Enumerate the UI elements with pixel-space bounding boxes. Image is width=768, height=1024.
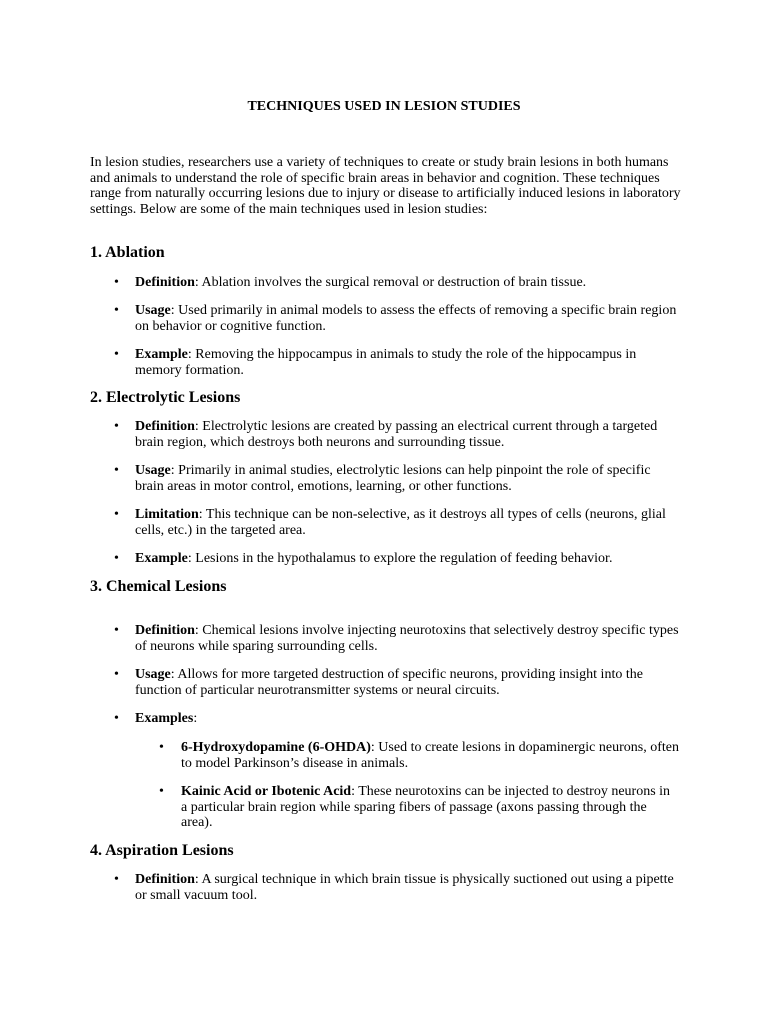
item-term: Definition [135,275,195,290]
item-text: : Electrolytic lesions are created by passing an electrical current through a targeted brain region, which destroys both neurons and surrounding tissue. [135,419,658,450]
item-term: Definition [135,419,195,434]
bullet-icon: • [114,667,119,682]
item-text: : Removing the hippocampus in animals to study the role of the hippocampus in memory formation. [135,347,637,378]
bullet-icon: • [114,872,119,887]
item-text: : Ablation involves the surgical removal or destruction of brain tissue. [194,275,587,290]
bullet-icon: • [114,419,119,434]
item-term: Definition [135,623,195,638]
item-term: Example [135,347,188,362]
item-term: Kainic Acid or Ibotenic Acid [181,784,352,799]
item-term: Usage [135,303,171,318]
bullet-icon: • [114,303,119,318]
bullet-icon: • [114,551,119,566]
bullet-icon: • [114,507,119,522]
item-text: : A surgical technique in which brain tissue is physically suctioned out using a pipette or small vacuum tool. [135,872,674,903]
section-heading-electrolytic-lesions: 2. Electrolytic Lesions [90,389,241,406]
intro-paragraph: In lesion studies, researchers use a variety of techniques to create or study brain lesions in both humans and animals to understand the role of specific brain areas in behavior and cognition. These techniques range from naturally occurring lesions due to injury or disease to artificially induced lesions in laboratory settings. Below are some of the main techniques used in lesion studies: [90,155,681,217]
document-title: TECHNIQUES USED IN LESION STUDIES [247,99,521,114]
section-heading-chemical-lesions: 3. Chemical Lesions [90,578,227,595]
item-term: Usage [135,463,171,478]
item-term: Example [135,551,188,566]
section-heading-ablation: 1. Ablation [90,244,165,261]
item-term: Examples [135,711,194,726]
bullet-icon: • [114,463,119,478]
item-text: : [193,711,198,726]
bullet-icon: • [159,784,164,799]
item-text: : Used primarily in animal models to assess the effects of removing a specific brain region on behavior or cognitive function. [135,303,677,334]
item-text: : This technique can be non-selective, as it destroys all types of cells (neurons, glial cells, etc.) in the targeted area. [135,507,666,538]
section-heading-aspiration-lesions: 4. Aspiration Lesions [90,842,234,859]
item-text: : Primarily in animal studies, electrolytic lesions can help pinpoint the role of specific brain areas in motor control, emotions, learning, or other functions. [135,463,651,494]
bullet-icon: • [114,275,119,290]
bullet-icon: • [114,347,119,362]
item-term: Usage [135,667,171,682]
item-term: Definition [135,872,195,887]
item-text: : Chemical lesions involve injecting neurotoxins that selectively destroy specific types of neurons while sparing surrounding cells. [135,623,679,654]
bullet-icon: • [114,711,119,726]
item-text: : These neurotoxins can be injected to destroy neurons in a particular brain region while sparing fibers of passage (axons passing through the area). [181,784,671,831]
bullet-icon: • [159,740,164,755]
item-text: : Used to create lesions in dopaminergic neurons, often to model Parkinson’s disease in animals. [181,740,679,771]
item-text: : Allows for more targeted destruction of specific neurons, providing insight into the function of particular neurotransmitter systems or neural circuits. [135,667,643,698]
item-term: Limitation [135,507,199,522]
item-term: 6-Hydroxydopamine (6-OHDA) [181,740,371,755]
bullet-icon: • [114,623,119,638]
item-text: : Lesions in the hypothalamus to explore the regulation of feeding behavior. [187,551,613,566]
